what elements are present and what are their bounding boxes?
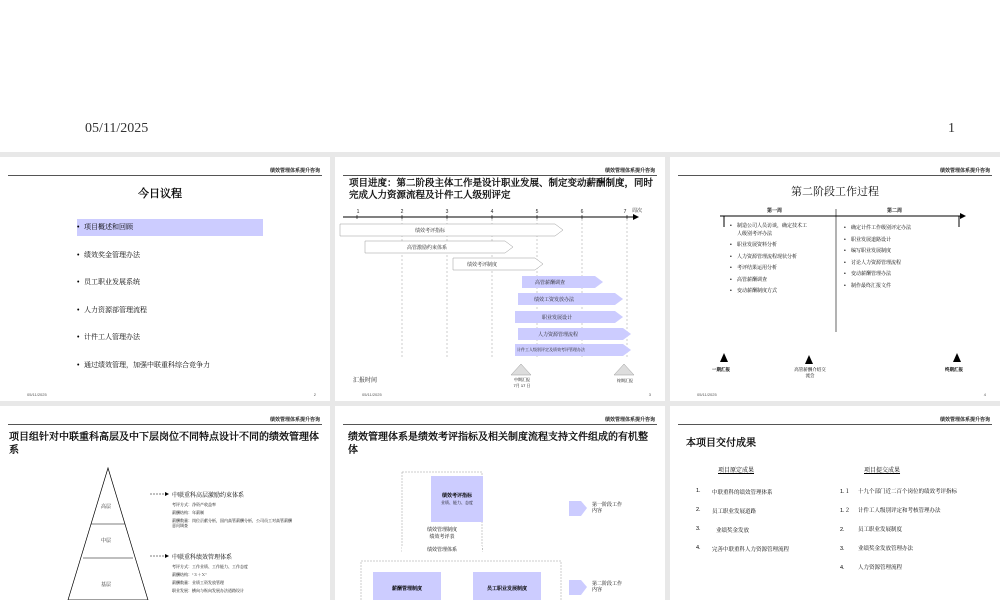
agenda-item: • 项目概述和回顾: [77, 219, 263, 236]
timeline-graphic: [335, 157, 665, 401]
salary-policy-box: 薪酬管理制度: [391, 586, 422, 592]
agenda-item: • 人力资源部管理流程: [77, 302, 263, 319]
item-text: 员工职业发展道路: [712, 509, 757, 515]
footer-page-number: 2: [313, 392, 316, 397]
task-label: 绩效工资发放办法: [534, 297, 575, 303]
footer-date: 05/11/2025: [27, 392, 47, 397]
final-report-label: 终期汇报: [617, 378, 633, 383]
system-title: 中联重科绩效管理体系: [172, 555, 233, 561]
list-item: [696, 507, 826, 526]
footer-page-number: 4: [983, 392, 986, 397]
week2-tasks: [844, 225, 934, 294]
milestone-label: 高管薪酬介绍交流会: [794, 367, 826, 378]
item-number: 4.: [696, 545, 701, 551]
footer-date: 05/11/2025: [697, 392, 717, 397]
item-text: 完善中联重科人力资源管理流程: [712, 547, 790, 553]
system-line: 考评方式：净资产收益率: [172, 502, 216, 507]
brand-label: 绩效管理体系提升咨询: [269, 417, 320, 423]
indicator-box-sub: 业绩、能力、态度: [441, 500, 473, 505]
item-text: 计件工人级别评定和考核管理办法: [858, 508, 941, 514]
submitted-deliverables-heading: 项目提交成果: [864, 468, 901, 474]
task-label: 高管激励约束体系: [407, 245, 448, 251]
brand-label: 绩效管理体系提升咨询: [269, 168, 320, 174]
brand-label: 绩效管理体系提升咨询: [604, 417, 655, 423]
item-number: 2.: [840, 527, 845, 533]
notes-header: [0, 0, 1000, 152]
list-item: [840, 507, 975, 526]
agenda-list: [77, 219, 263, 384]
task-item: • 职业发展资料分析: [730, 242, 808, 250]
milestone-label: 终期汇报: [945, 367, 963, 372]
system-line: 薪酬结构：“３＋Ｘ”: [172, 572, 207, 577]
form-label: 绩效考评表: [429, 534, 455, 540]
slide-thumbnail-7[interactable]: [670, 406, 1000, 600]
task-item: • 变动薪酬管理办法: [844, 271, 934, 279]
milestone-label: 一期汇报: [712, 367, 730, 372]
phase1-label: 第一阶段工作内容: [592, 502, 623, 514]
system-line: 薪酬数量：岗位贡献分析，国内高管薪酬分析，公司员工对高管薪酬意问调查: [172, 518, 292, 528]
footer-page-number: 3: [648, 392, 651, 397]
system-line: 薪酬数量：业绩工资发放管理: [172, 580, 224, 585]
slide-thumbnail-6[interactable]: [335, 406, 665, 600]
task-item: • 职业发展道路设计: [844, 237, 934, 245]
week-tick-label: 1: [356, 209, 360, 215]
task-item: • 考评结果运用分析: [730, 265, 808, 273]
system-title: 中联重科高层激励约束体系: [172, 493, 245, 499]
task-item: • 高管薪酬调查: [730, 277, 808, 285]
item-text: 人力资源管理流程: [858, 565, 903, 571]
week-tick-label: 4: [490, 209, 494, 215]
task-label: 绩效考评制度: [467, 262, 498, 268]
slide-title: 项目进度：第二阶段主体工作是设计职业发展、制定变动薪酬制度，同时完成人力资源流程及计件工人级别评定: [349, 178, 654, 201]
week-tick-label: 3: [445, 209, 449, 215]
item-number: 1.１: [840, 489, 851, 495]
item-text: 中联重科的绩效管理体系: [712, 490, 773, 496]
item-number: 1.: [696, 488, 701, 494]
senior-system: [172, 490, 292, 528]
process-timeline: [670, 157, 1000, 401]
list-item: [696, 488, 826, 507]
item-number: 3.: [696, 526, 701, 532]
task-label: 人力资源管理流程: [538, 332, 579, 338]
week-tick-label: 2: [400, 209, 404, 215]
week1-label: 第一周: [767, 208, 783, 214]
slide-thumbnail-2[interactable]: [0, 157, 330, 401]
brand-label: 绩效管理体系提升咨询: [604, 168, 655, 174]
task-item: • 人力资源管理流程现状分析: [730, 254, 808, 262]
task-item: • 变动薪酬制度方式: [730, 288, 808, 296]
task-label: 绩效考评指标: [415, 228, 446, 234]
slide-title: 绩效管理体系是绩效考评指标及相关制度流程支持文件组成的有机整体: [348, 432, 648, 456]
task-item: • 制作最终汇报文件: [844, 283, 934, 291]
task-label: 计件工人级别评定及绩效考评管理办法: [517, 347, 585, 352]
policy-label: 绩效管理制度: [426, 527, 457, 533]
task-item: • 讨论人力资源管理流程: [844, 260, 934, 268]
list-item: [840, 564, 975, 583]
slide-title: 项目组针对中联重科高层及中下层岗位不同特点设计不同的绩效管理体系: [9, 432, 319, 456]
system-line: 职业发展：横向与纵向发展办法道路设计: [172, 588, 244, 593]
slide-title: 今日议程: [138, 188, 182, 200]
career-policy-box: 员工职业发展制度: [486, 586, 527, 592]
original-deliverables-heading: 项目原定成果: [718, 468, 755, 474]
submitted-deliverables-list: [840, 488, 975, 583]
pyramid-level: 中层: [101, 538, 112, 544]
agenda-item: • 员工职业发展系统: [77, 274, 263, 291]
report-time-label: 汇报时间: [353, 378, 378, 384]
system-label: 绩效管理体系: [402, 546, 482, 553]
list-item: [696, 526, 826, 545]
header-page-number: 1: [948, 121, 955, 136]
item-number: 4.: [840, 565, 845, 571]
middle-system: [172, 552, 292, 593]
agenda-item: • 计件工人管理办法: [77, 329, 263, 346]
system-line: 薪酬结构：年薪制: [172, 510, 204, 515]
mid-report-date: 7月 17 日: [513, 383, 531, 388]
week-tick-label: 6: [580, 209, 584, 215]
footer-date: 05/11/2025: [362, 392, 382, 397]
task-label: 职业发展设计: [542, 315, 573, 321]
week-tick-label: 5: [535, 209, 539, 215]
task-label: 高管薪酬调查: [535, 280, 566, 286]
task-item: • 制造公司人员访谈，确定技术工人级别考评办法: [730, 223, 808, 238]
header-rule: [678, 424, 992, 425]
pyramid-level: 高层: [101, 504, 112, 510]
original-deliverables-list: [696, 488, 826, 564]
item-text: 十九个部门近二百个岗位的绩效考评指标: [858, 489, 958, 495]
brand-label: 绩效管理体系提升咨询: [939, 417, 990, 423]
header-rule: [8, 175, 322, 176]
list-item: [840, 526, 975, 545]
week-axis-label: 周次: [632, 208, 643, 214]
agenda-item: • 通过绩效管理，加强中联重科综合竞争力: [77, 357, 263, 374]
slide-thumbnail-4[interactable]: [670, 157, 1000, 401]
item-text: 员工职业发展制度: [858, 527, 903, 533]
mid-report-label: [511, 377, 533, 389]
item-number: 2.: [696, 507, 701, 513]
week2-label: 第二周: [887, 208, 903, 214]
agenda-item: • 绩效奖金管理办法: [77, 247, 263, 264]
list-item: [840, 545, 975, 564]
list-item: [840, 488, 975, 507]
brand-label: 绩效管理体系提升咨询: [939, 168, 990, 174]
item-text: 业绩奖金发放管理办法: [858, 546, 914, 552]
system-line: 考评方式：工作业绩、工作能力、工作态度: [172, 564, 248, 569]
pyramid-level: 基层: [101, 582, 112, 588]
week-tick-label: 7: [623, 209, 627, 215]
item-text: 业绩奖金发放: [716, 528, 750, 534]
item-number: 1.２: [840, 508, 851, 514]
slide-title: 第二阶段工作过程: [791, 186, 879, 198]
task-item: • 确定计件工作级别评定办法: [844, 225, 934, 233]
list-item: [696, 545, 826, 564]
week1-tasks: [730, 223, 808, 300]
indicator-box-title: 绩效考评指标: [441, 493, 472, 499]
slide-thumbnail-3[interactable]: [335, 157, 665, 401]
task-item: • 编写职业发展制度: [844, 248, 934, 256]
slide-thumbnail-5[interactable]: [0, 406, 330, 600]
header-date: 05/11/2025: [85, 121, 149, 136]
item-number: 3.: [840, 546, 845, 552]
phase2-label: 第二阶段工作内容: [592, 581, 623, 593]
slide-title: 本项目交付成果: [686, 438, 756, 449]
mid-report-text: 中期汇报: [514, 377, 530, 382]
